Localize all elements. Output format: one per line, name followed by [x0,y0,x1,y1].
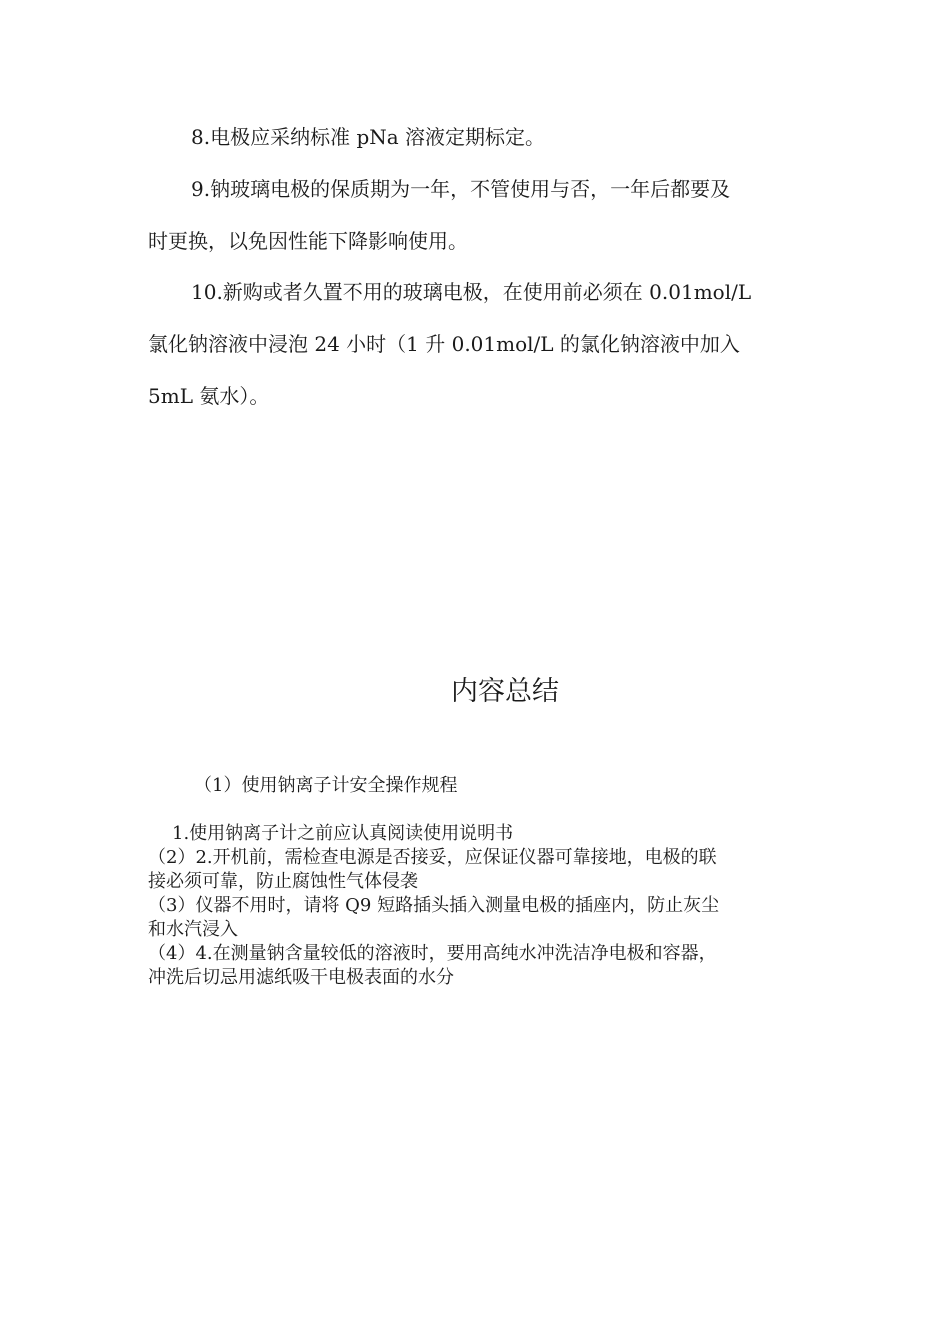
summary-line: （2）2.开机前，需检查电源是否接妥，应保证仪器可靠接地，电极的联 [148,847,717,868]
paragraph-line: 氯化钠溶液中浸泡 24 小时（1 升 0.01mol/L 的氯化钠溶液中加入 [148,332,740,356]
summary-title: 内容总结 [451,676,559,707]
summary-line: 接必须可靠，防止腐蚀性气体侵袭 [148,871,418,892]
paragraph-line: 8.电极应采纳标准 pNa 溶液定期标定。 [191,125,546,149]
summary-line: （3）仪器不用时，请将 Q9 短路插头插入测量电极的插座内，防止灰尘 [148,895,720,916]
paragraph-line: 5mL 氨水）。 [148,384,270,408]
paragraph-line: 10.新购或者久置不用的玻璃电极，在使用前必须在 0.01mol/L [191,280,752,304]
summary-line: 冲洗后切忌用滤纸吸干电极表面的水分 [148,967,454,988]
paragraph-item-9 [148,163,798,267]
paragraph-item-8 [148,111,798,163]
summary-line: 和水汽浸入 [148,919,238,940]
summary-subtitle: （1）使用钠离子计安全操作规程 [194,775,458,796]
paragraph-item-10 [148,266,798,422]
paragraph-line: 9.钠玻璃电极的保质期为一年，不管使用与否，一年后都要及 [191,177,731,201]
paragraph-line: 时更换，以免因性能下降影响使用。 [148,229,468,253]
summary-line: 1.使用钠离子计之前应认真阅读使用说明书 [172,823,514,844]
summary-list [148,822,808,990]
summary-line: （4）4.在测量钠含量较低的溶液时，要用高纯水冲洗洁净电极和容器， [148,943,717,964]
